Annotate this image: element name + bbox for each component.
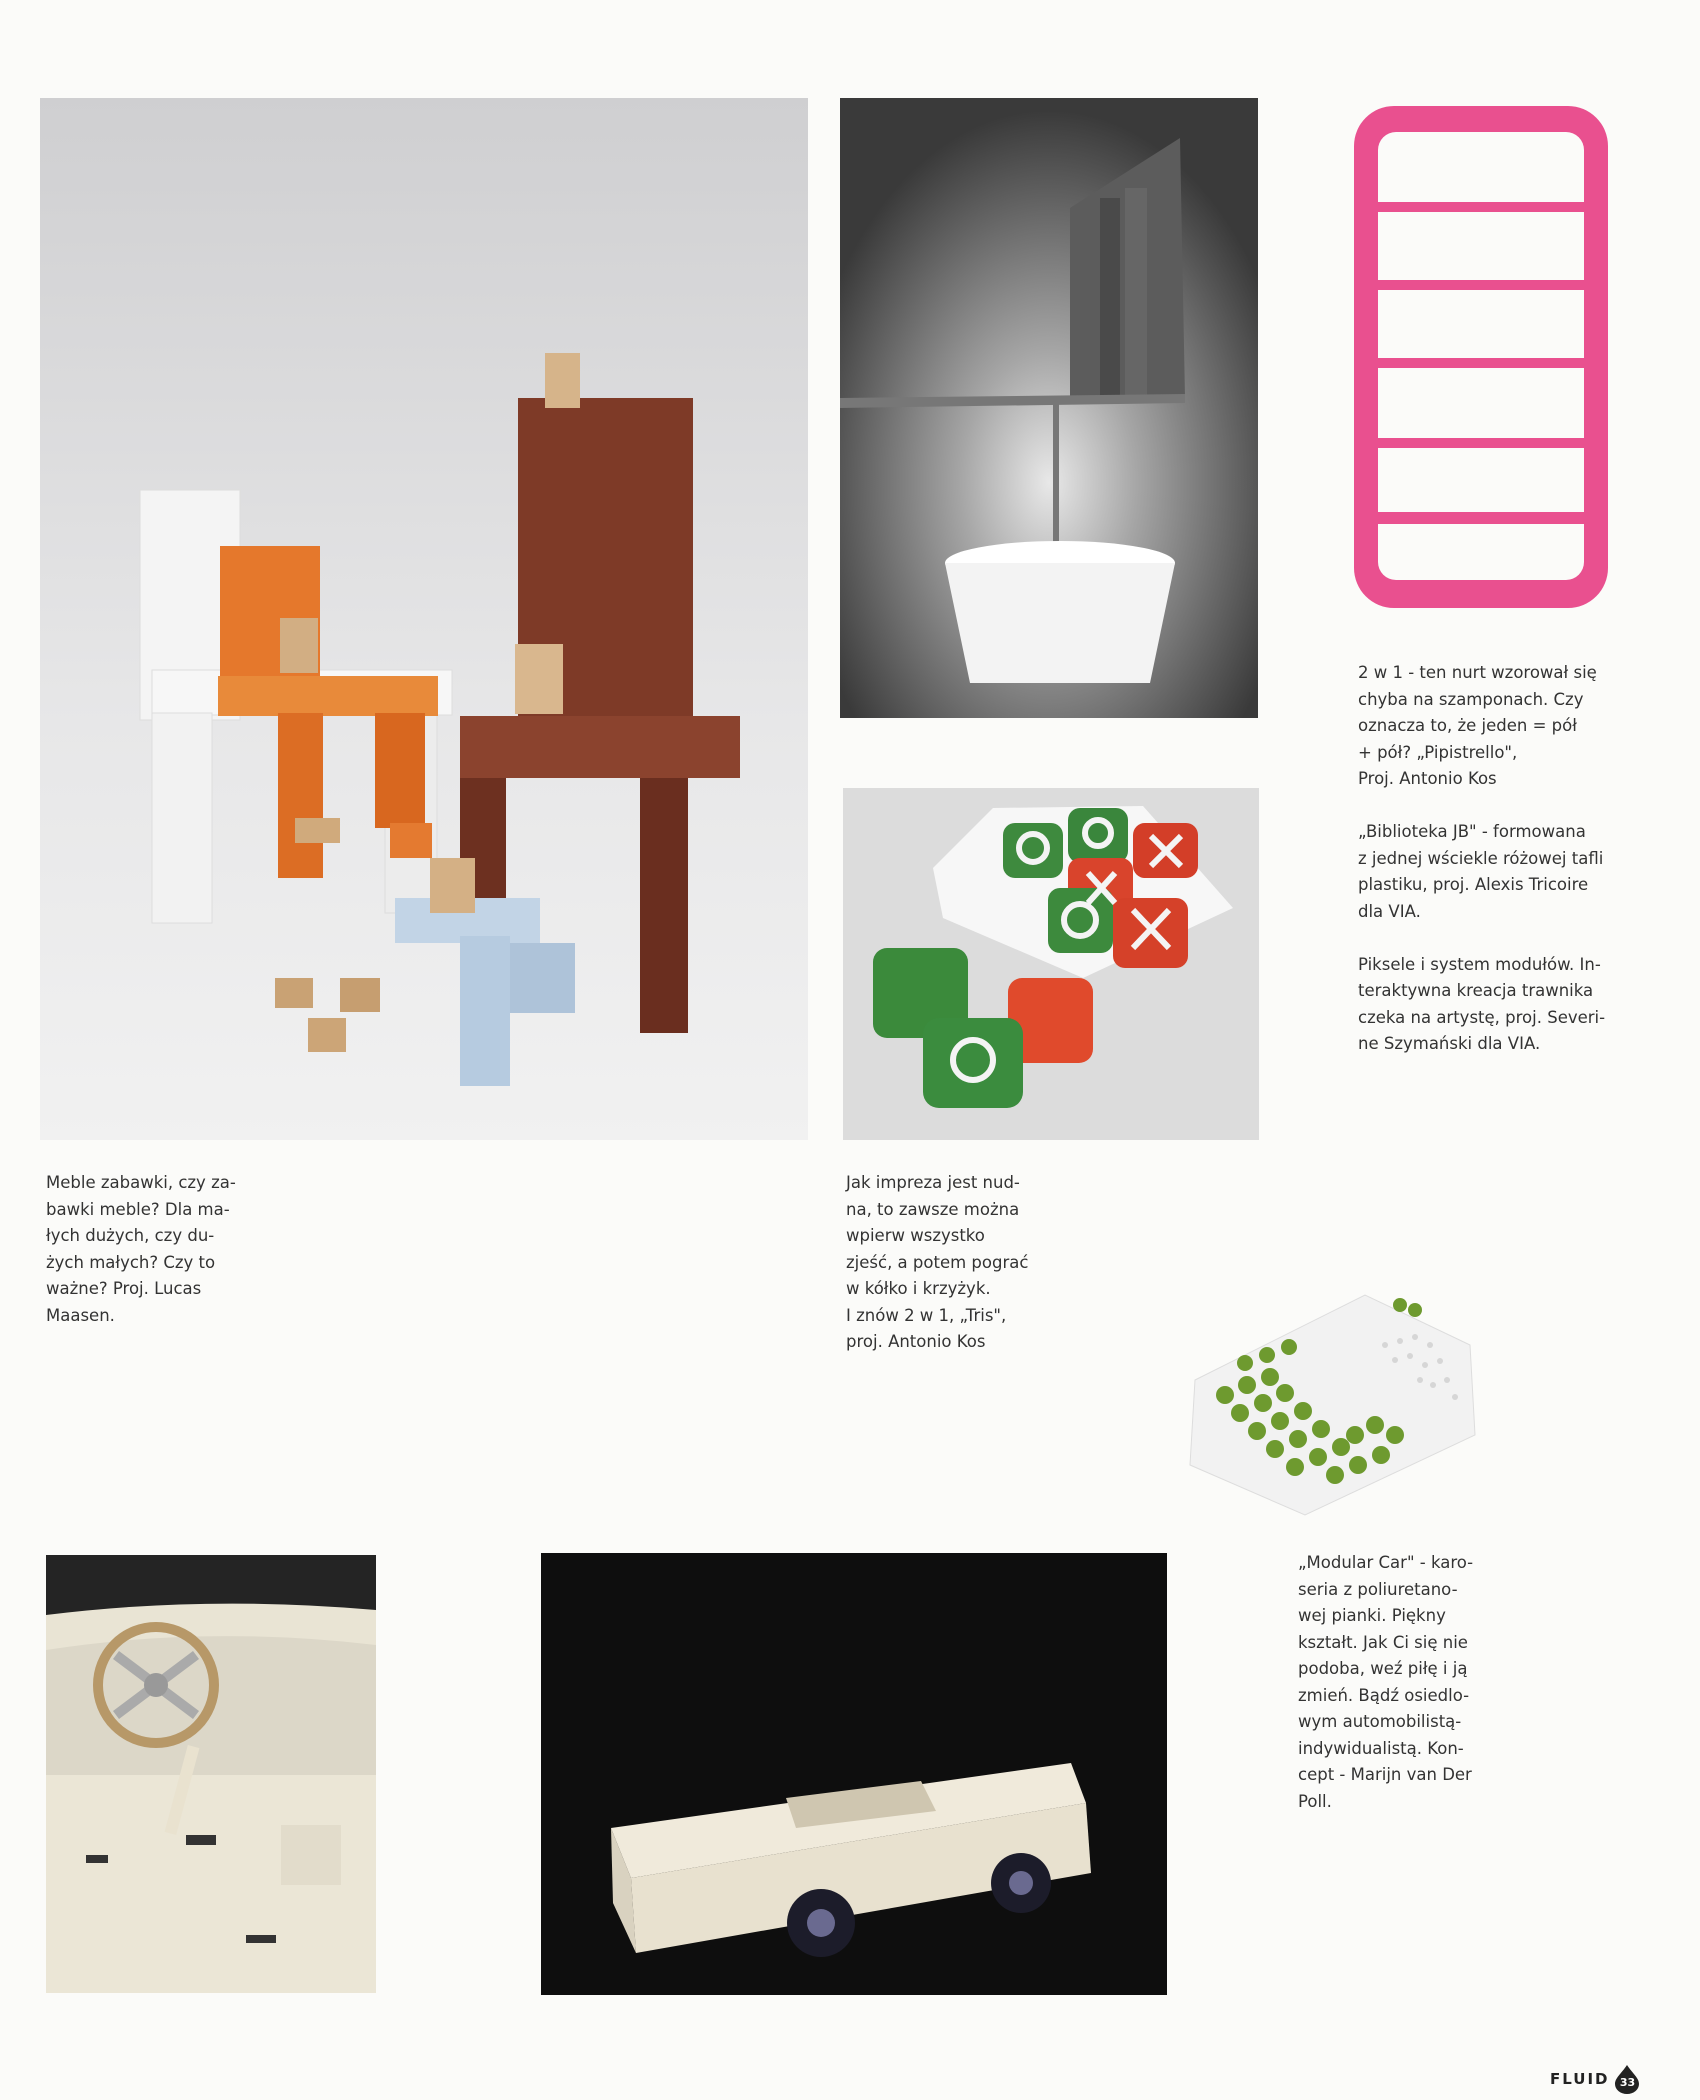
caption-line: kształt. Jak Ci się nie bbox=[1298, 1632, 1468, 1652]
page-number: 33 bbox=[1619, 2076, 1636, 2089]
caption-line: na, to zawsze można bbox=[846, 1199, 1020, 1219]
caption-line: oznacza to, że jeden = pół bbox=[1358, 716, 1577, 735]
photo-modular-car bbox=[541, 1553, 1167, 1995]
caption-line: cept - Marijn van Der bbox=[1298, 1765, 1472, 1784]
caption-line: „Biblioteka JB" - formowana bbox=[1358, 822, 1586, 841]
photo-biblioteka-jb bbox=[1350, 102, 1612, 614]
caption-line: teraktywna kreacja trawnika bbox=[1358, 981, 1594, 1000]
caption-right-column bbox=[1358, 660, 1605, 1058]
caption-line bbox=[1358, 793, 1605, 820]
photo-grass-pixels bbox=[1185, 1285, 1485, 1517]
caption-line: w kółko i krzyżyk. bbox=[846, 1279, 991, 1298]
caption-line: dla VIA. bbox=[1358, 901, 1421, 921]
caption-line: seria z poliuretano- bbox=[1298, 1579, 1458, 1599]
caption-line: Piksele i system modułów. In- bbox=[1358, 954, 1601, 974]
caption-line: „Modular Car" - karo- bbox=[1298, 1553, 1474, 1572]
caption-line: plastiku, proj. Alexis Tricoire bbox=[1358, 875, 1589, 894]
caption-line: Proj. Antonio Kos bbox=[1358, 769, 1497, 788]
photo-toy-chairs bbox=[40, 98, 808, 1140]
caption-line: podoba, weź piłę i ją bbox=[1298, 1659, 1468, 1678]
caption-line: wym automobilistą- bbox=[1298, 1712, 1462, 1731]
caption-line: ne Szymański dla VIA. bbox=[1358, 1034, 1541, 1053]
caption-line: Poll. bbox=[1298, 1791, 1332, 1811]
caption-line: czeka na artystę, proj. Severi- bbox=[1358, 1007, 1606, 1027]
caption-line: Maasen. bbox=[46, 1305, 115, 1325]
caption-line bbox=[1358, 925, 1605, 952]
caption-line: wej pianki. Piękny bbox=[1298, 1606, 1446, 1625]
caption-line: żych małych? Czy to bbox=[46, 1252, 216, 1272]
page-folio bbox=[1550, 2064, 1641, 2094]
caption-line: 2 w 1 - ten nurt wzorował się bbox=[1358, 663, 1597, 682]
caption-line: + pół? „Pipistrello", bbox=[1358, 742, 1518, 762]
caption-line: proj. Antonio Kos bbox=[846, 1332, 986, 1351]
caption-line: I znów 2 w 1, „Tris", bbox=[846, 1305, 1007, 1325]
photo-car-interior bbox=[46, 1555, 376, 1993]
caption-line: zmień. Bądź osiedlo- bbox=[1298, 1685, 1470, 1705]
caption-line: łych dużych, czy du- bbox=[46, 1226, 215, 1245]
magazine-name: FLUID bbox=[1550, 2070, 1610, 2088]
caption-tris bbox=[846, 1170, 1028, 1356]
caption-line: indywidualistą. Kon- bbox=[1298, 1738, 1464, 1758]
caption-line: ważne? Proj. Lucas bbox=[46, 1279, 202, 1298]
caption-line: chyba na szamponach. Czy bbox=[1358, 689, 1584, 709]
caption-line: bawki meble? Dla ma- bbox=[46, 1199, 230, 1219]
caption-toy-chairs bbox=[46, 1170, 236, 1329]
caption-line: z jednej wściekle różowej tafli bbox=[1358, 848, 1604, 868]
photo-pipistrello-lamp bbox=[840, 98, 1258, 718]
drop-icon bbox=[1613, 2064, 1641, 2094]
caption-modular-car bbox=[1298, 1550, 1473, 1815]
caption-line: Meble zabawki, czy za- bbox=[46, 1173, 236, 1192]
caption-line: zjeść, a potem pograć bbox=[846, 1252, 1029, 1272]
photo-tris-game bbox=[843, 788, 1259, 1140]
caption-line: Jak impreza jest nud- bbox=[846, 1173, 1020, 1192]
caption-line: wpierw wszystko bbox=[846, 1226, 985, 1245]
